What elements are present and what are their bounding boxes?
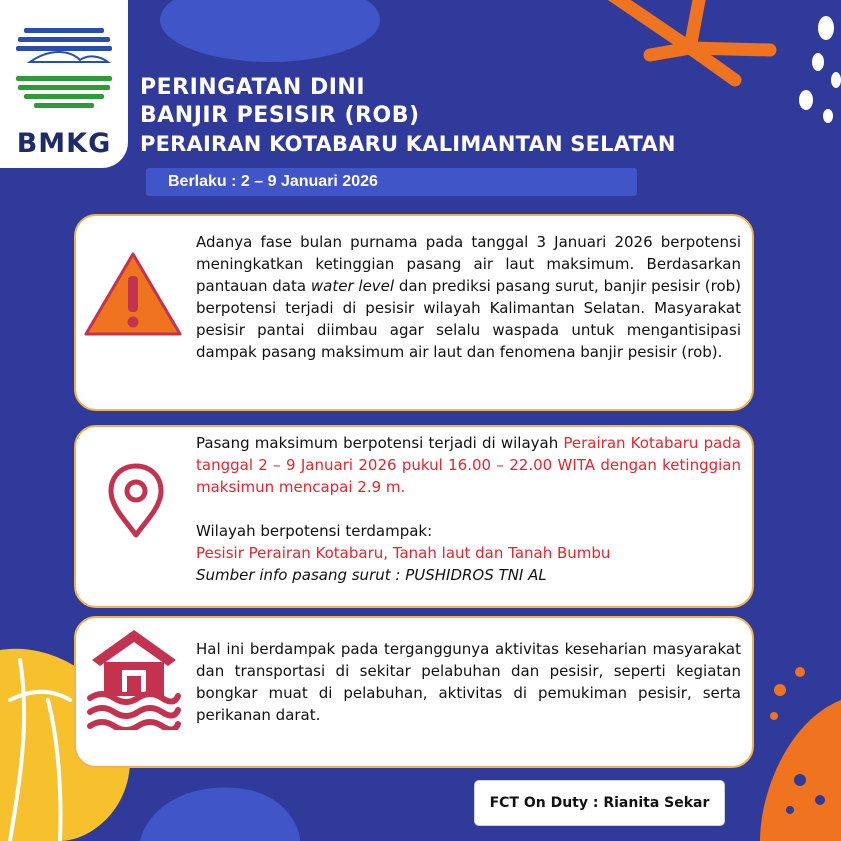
card-warning [74, 214, 754, 411]
bmkg-emblem-icon [10, 10, 118, 125]
logo-text: BMKG [16, 128, 112, 159]
bmkg-logo [0, 0, 128, 168]
card-impact [74, 616, 754, 768]
card-location-text-a: Pasang maksimum berpotensi terjadi di wilayah [196, 434, 564, 452]
affected-label: Wilayah berpotensi terdampak: [196, 522, 433, 540]
card-location-text [196, 432, 741, 586]
orange-starburst-top [612, 0, 770, 80]
source-note: Sumber info pasang surut : PUSHIDROS TNI AL [196, 566, 547, 584]
orange-blob-bottom-right [760, 700, 841, 841]
warning-triangle-icon [82, 250, 184, 340]
map-pin-icon [106, 463, 166, 539]
title-line-3: PERAIRAN KOTABARU KALIMANTAN SELATAN [140, 132, 676, 156]
blue-blob-top [160, 0, 380, 62]
title-line-1: PERINGATAN DINI [140, 75, 366, 100]
blue-blob-bottom [140, 787, 300, 841]
orange-dots-right [770, 667, 805, 720]
card-warning-text-italic: water level [310, 277, 395, 295]
title-line-2: BANJIR PESISIR (ROB) [140, 103, 420, 128]
affected-value: Pesisir Perairan Kotabaru, Tanah laut dan Tanah Bumbu [196, 544, 611, 562]
card-location [74, 425, 754, 608]
white-dots-top-right [799, 16, 841, 123]
fct-on-duty: FCT On Duty : Rianita Sekar [474, 780, 725, 826]
card-warning-text-b: dan prediksi pasang surut, banjir pesisir (rob) berpotensi terjadi di pesisir wilayah Kalimantan Selatan. Masyarakat pesisir pantai diimbau agar selalu waspada untuk mengantisipasi dampak pasang maksimum air laut dan fenomena banjir pesisir (rob). [196, 277, 742, 361]
page-title [140, 74, 676, 158]
card-impact-text: Hal ini berdampak pada terganggunya aktivitas keseharian masyarakat dan transportasi di sekitar pelabuhan dan pesisir, seperti kegiatan bongkar muat di pelabuhan, aktivitas di pemukiman pesisir, serta perikanan darat. [196, 640, 741, 724]
card-warning-text [196, 231, 741, 363]
card-warning-text-a: Adanya fase bulan purnama pada tanggal 3 Januari 2026 berpotensi meningkatkan ketinggian pasang air laut maksimum. Berdasarkan pantauan data [196, 233, 741, 295]
validity-banner: Berlaku : 2 – 9 Januari 2026 [146, 168, 637, 196]
flooded-house-icon [86, 626, 182, 730]
card-location-text-red: Perairan Kotabaru pada tanggal 2 – 9 Januari 2026 pukul 16.00 – 22.00 WITA dengan ketinggian maksimun mencapai 2.9 m. [196, 434, 742, 496]
